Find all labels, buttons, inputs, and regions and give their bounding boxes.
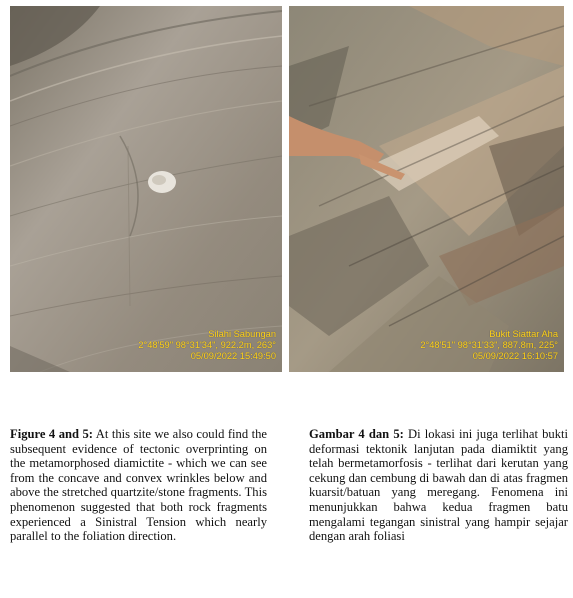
diamictite-outcrop-image bbox=[10, 6, 282, 372]
stamp-place: Silahi Sabungan bbox=[208, 329, 276, 339]
caption-text: At this site we also could find the subsequent evidence of tectonic overprinting on the metamorphosed diamictite - which we can see from the concave and convex wrinkles below and above the stretched quartzite/stone fragments. This phenomenon suggested that both rock fragments experienced a Sinistral Tension which nearly parallel to the foliation direction. bbox=[10, 427, 267, 544]
stamp-place: Bukit Siattar Aha bbox=[489, 329, 558, 339]
photo-geotag-stamp bbox=[138, 329, 276, 362]
photo-geotag-stamp bbox=[420, 329, 558, 362]
rock-photo-left bbox=[10, 6, 282, 372]
caption-label: Figure 4 and 5: bbox=[10, 427, 93, 441]
figure-caption-english bbox=[10, 427, 267, 544]
stamp-time: 05/09/2022 15:49:50 bbox=[190, 351, 276, 361]
stamp-coords: 2°48'59" 98°31'34", 922.2m, 263° bbox=[138, 340, 276, 350]
rock-photo-right bbox=[289, 6, 564, 372]
foliated-rock-image bbox=[289, 6, 564, 372]
stamp-coords: 2°48'51" 98°31'33", 887.8m, 225° bbox=[420, 340, 558, 350]
caption-label: Gambar 4 dan 5: bbox=[309, 427, 404, 441]
caption-text: Di lokasi ini juga terlihat bukti deformasi tektonik lanjutan pada diamiktit yang telah bermetamorfosis - terlihat dari kerutan yang cekung dan cembung di bawah dan di atas fragmen kuarsit/batuan yang meregang. Fenomena ini menunjukkan bahwa kedua fragmen batu mengalami tegangan sinistral yang hampir sejajar dengan arah foliasi bbox=[309, 427, 568, 544]
figure-caption-indonesian bbox=[309, 427, 568, 544]
stamp-time: 05/09/2022 16:10:57 bbox=[472, 351, 558, 361]
